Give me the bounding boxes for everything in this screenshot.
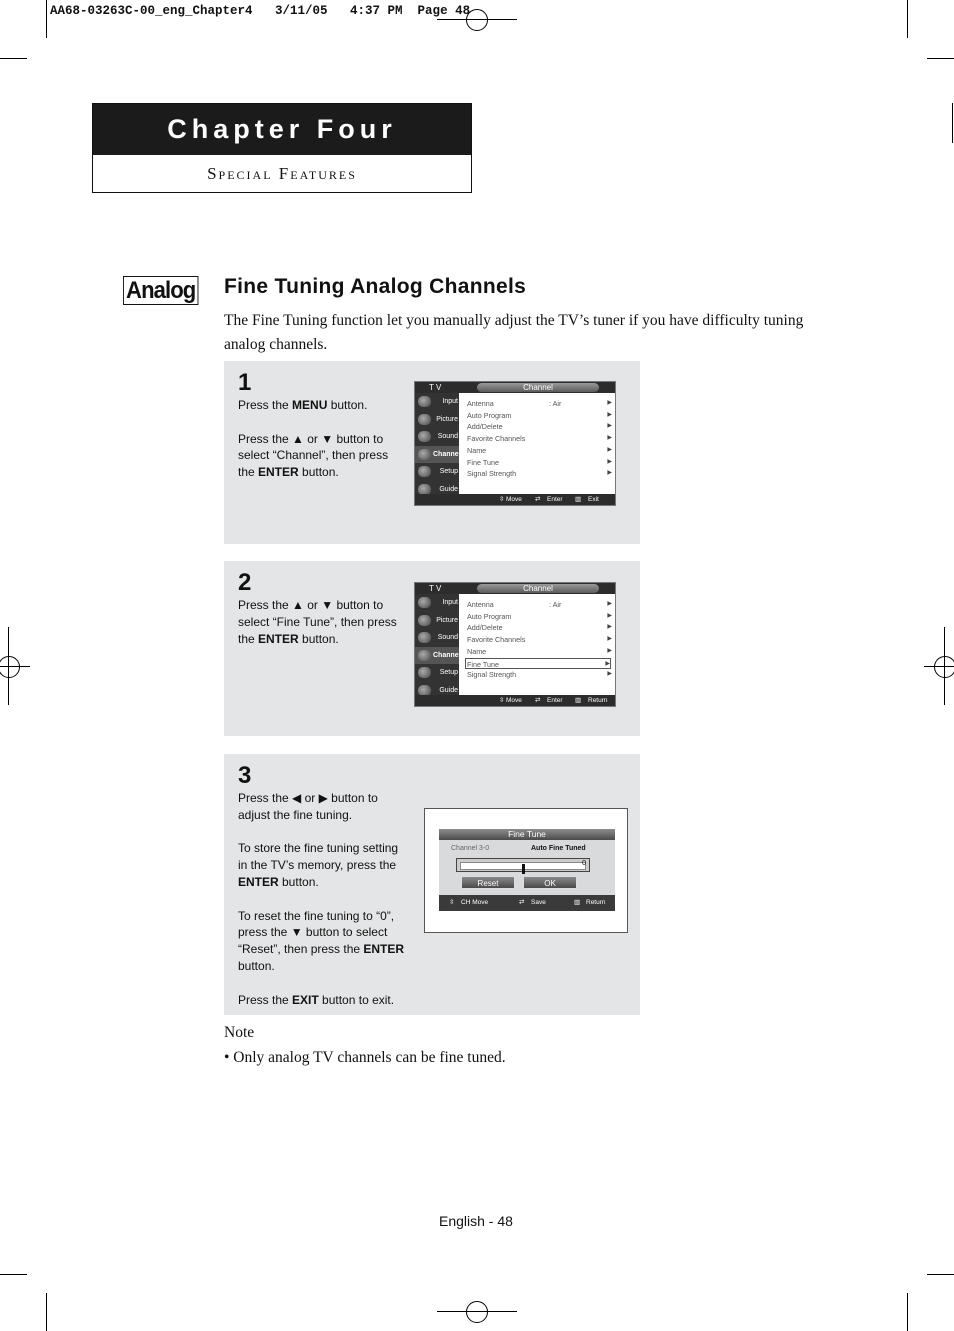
tv-menu-item-label: Name: [467, 445, 487, 455]
section-intro: The Fine Tuning function let you manually adjust the TV’s tuner if you have difficulty tuning analog channels.: [224, 312, 804, 353]
ch-move-label: CH Move: [461, 899, 489, 906]
page-number: English - 48: [439, 1213, 513, 1229]
tv-sidebar-item-input[interactable]: [415, 594, 459, 611]
fine-tune-thumb[interactable]: [522, 864, 525, 874]
registration-mark-icon: [466, 1301, 488, 1323]
tv-menu-item-label: Fine Tune: [467, 457, 499, 467]
tv-menu-item[interactable]: [467, 468, 612, 479]
tv-menu-item[interactable]: [467, 646, 612, 657]
note-label: Note: [224, 1024, 255, 1041]
save-icon: ⇄: [519, 899, 525, 906]
tv-sidebar-label: Setup: [439, 468, 458, 475]
tv-sidebar-item-channel[interactable]: [415, 647, 459, 664]
step-number: 1: [238, 369, 252, 396]
crop-mark: [0, 666, 30, 667]
tv-sidebar-item-picture[interactable]: [415, 411, 459, 428]
tv-menu-item-label: Name: [467, 646, 487, 656]
tv-label: T V: [429, 383, 442, 392]
button-name: ENTER: [363, 942, 405, 957]
tv-sidebar-item-sound[interactable]: [415, 629, 459, 646]
crop-mark: [46, 1293, 47, 1331]
input-icon: [418, 396, 431, 407]
tv-menu-item[interactable]: [467, 398, 612, 409]
registration-mark-icon: [466, 9, 488, 31]
antenna-value: : Air: [549, 600, 562, 609]
tv-menu-item[interactable]: [467, 410, 612, 421]
tv-menu-item-label: Signal Strength: [467, 670, 517, 680]
instruction-paragraph: Press the ▲ or ▼ button to select “Fine Tune”, then press the ENTER button.: [238, 598, 397, 646]
move-label: Move: [506, 697, 522, 704]
crop-mark: [927, 1274, 954, 1275]
enter-icon: ⇄: [535, 697, 541, 704]
tv-menu-item-label: Add/Delete: [467, 623, 503, 633]
sound-icon: [418, 431, 431, 442]
tv-sidebar-item-setup[interactable]: [415, 664, 459, 681]
tv-menu-item-label: Fine Tune: [467, 659, 499, 669]
tv-menu-item[interactable]: [467, 433, 612, 444]
exit-icon: ▥: [575, 697, 582, 704]
tv-label: T V: [429, 584, 442, 593]
instruction-paragraph: Press the ◀ or ▶ button to adjust the fine tuning.: [238, 791, 378, 822]
footer-last-label: Return: [588, 697, 608, 704]
channel-icon: [418, 650, 431, 661]
chevron-right-icon: ▶: [605, 660, 610, 667]
registration-mark-icon: [0, 656, 20, 678]
reset-button[interactable]: Reset: [461, 876, 515, 889]
chevron-right-icon: ▶: [607, 458, 612, 465]
chevron-right-icon: ▶: [607, 446, 612, 453]
tv-menu-item[interactable]: [467, 599, 612, 610]
fine-tune-channel: Channel 3-0: [451, 845, 490, 852]
tv-menu-item-label: Favorite Channels: [467, 434, 526, 444]
crop-mark: [907, 1293, 908, 1331]
tv-sidebar-item-sound[interactable]: [415, 428, 459, 445]
chevron-right-icon: ▶: [607, 400, 612, 406]
save-label: Save: [531, 899, 546, 906]
tv-sidebar-label: Sound: [437, 433, 458, 440]
chapter-subtitle: Special Features: [207, 164, 357, 183]
chevron-right-icon: ▶: [607, 423, 612, 430]
input-icon: [418, 597, 431, 608]
chevron-right-icon: ▶: [607, 624, 612, 631]
step-instructions: [238, 397, 408, 498]
tv-menu-item-label: Add/Delete: [467, 422, 503, 432]
tv-menu-title: Channel: [477, 383, 599, 392]
enter-icon: ⇄: [535, 496, 541, 503]
chevron-right-icon: ▶: [607, 671, 612, 678]
move-label: Move: [506, 496, 522, 503]
enter-label: Enter: [547, 697, 563, 704]
button-name: ENTER: [258, 631, 299, 646]
crop-mark: [924, 666, 954, 667]
footer-last-label: Exit: [588, 496, 599, 503]
guide-icon: [418, 685, 431, 696]
tv-menu-item-label: Auto Program: [467, 611, 512, 621]
tv-sidebar-label: Channel: [433, 651, 461, 659]
crop-mark: [46, 0, 47, 38]
instruction-paragraph: Press the MENU button.: [238, 398, 368, 412]
tv-sidebar: [415, 594, 459, 697]
fine-tune-screen: [424, 808, 628, 933]
step-number: 2: [238, 569, 252, 596]
move-icon: ⇳: [499, 496, 505, 503]
crop-mark: [0, 58, 27, 59]
tv-title-bar: [415, 583, 615, 594]
button-name: ENTER: [258, 465, 299, 480]
tv-sidebar-item-picture[interactable]: [415, 612, 459, 629]
tv-menu-item-label: Antenna: [467, 399, 494, 408]
tv-menu-item-label: Auto Program: [467, 410, 512, 420]
crop-mark: [907, 0, 908, 38]
tv-menu-item-label: Favorite Channels: [467, 635, 526, 645]
fine-tune-footer: [439, 895, 615, 911]
button-name: EXIT: [292, 992, 319, 1007]
tv-sidebar: [415, 393, 459, 496]
tv-footer: [415, 695, 615, 706]
ch-move-icon: ⇳: [449, 899, 455, 906]
move-icon: ⇳: [499, 697, 505, 704]
analog-badge: Analog: [123, 276, 198, 305]
step-number: 3: [238, 762, 252, 789]
fine-tune-dialog: [439, 829, 615, 911]
tv-menu-screen-channel: [414, 381, 616, 506]
tv-menu-title: Channel: [477, 584, 599, 593]
fine-tune-slider[interactable]: [456, 858, 590, 872]
tv-menu-item[interactable]: [467, 634, 612, 645]
chapter-header: [92, 103, 472, 193]
button-name: MENU: [292, 398, 328, 412]
chevron-right-icon: ▶: [607, 435, 612, 442]
tv-sidebar-label: Guide: [439, 686, 458, 694]
note-item: • Only analog TV channels can be fine tuned.: [224, 1049, 506, 1066]
fine-tune-title: Fine Tune: [439, 829, 615, 840]
instruction-paragraph: Press the EXIT button to exit.: [238, 992, 395, 1007]
setup-icon: [418, 466, 431, 477]
tv-sidebar-item-channel[interactable]: [415, 446, 459, 463]
tv-menu-item[interactable]: [467, 622, 612, 633]
tv-menu-item[interactable]: [467, 669, 612, 680]
chevron-right-icon: ▶: [607, 601, 612, 607]
chevron-right-icon: ▶: [607, 612, 612, 619]
fine-tune-track: [460, 862, 586, 870]
tv-sidebar-label: Channel: [433, 450, 461, 458]
instruction-paragraph: Press the ▲ or ▼ button to select “Channel”, then press the ENTER button.: [238, 431, 389, 480]
guide-icon: [418, 484, 431, 495]
tv-sidebar-label: Input: [442, 599, 458, 606]
instruction-paragraph: To store the fine tuning setting in the TV’s memory, press the ENTER button.: [238, 841, 399, 889]
fine-tune-status: Auto Fine Tuned: [531, 845, 586, 852]
antenna-value: : Air: [549, 399, 562, 408]
crop-mark: [0, 1274, 27, 1275]
chevron-right-icon: ▶: [607, 470, 612, 477]
sound-icon: [418, 632, 431, 643]
tv-menu-item[interactable]: [467, 421, 612, 432]
chapter-title: Chapter Four: [93, 104, 471, 155]
tv-sidebar-label: Picture: [436, 415, 458, 423]
crop-mark: [927, 58, 954, 59]
tv-menu-item[interactable]: [467, 457, 612, 468]
tv-sidebar-item-input[interactable]: [415, 393, 459, 410]
chevron-right-icon: ▶: [607, 636, 612, 643]
step-instructions: [238, 790, 408, 1025]
tv-sidebar-label: Sound: [437, 634, 458, 641]
tv-sidebar-item-setup[interactable]: [415, 463, 459, 480]
channel-icon: [418, 449, 431, 460]
tv-footer: [415, 494, 615, 505]
section-title: Fine Tuning Analog Channels: [224, 275, 527, 298]
chevron-right-icon: ▶: [607, 647, 612, 654]
tv-title-bar: [415, 382, 615, 393]
tv-sidebar-label: Guide: [439, 485, 458, 493]
tv-menu-item-label: Antenna: [467, 600, 494, 609]
chevron-right-icon: ▶: [607, 411, 612, 418]
tv-sidebar-label: Picture: [436, 616, 458, 624]
print-header: AA68-03263C-00_eng_Chapter4 3/11/05 4:37 PM Page 48: [50, 4, 471, 18]
tv-sidebar-label: Input: [442, 398, 458, 405]
button-name: ENTER: [238, 874, 279, 889]
step-instructions: [238, 597, 408, 664]
fine-tune-value: 0: [582, 860, 586, 867]
picture-icon: [418, 414, 431, 425]
enter-label: Enter: [547, 496, 563, 503]
crop-mark: [952, 103, 953, 143]
tv-menu-item[interactable]: [467, 611, 612, 622]
ok-button[interactable]: OK: [523, 876, 577, 889]
picture-icon: [418, 615, 431, 626]
instruction-paragraph: To reset the fine tuning to “0”, press the ▼ button to select “Reset”, then press the ENTER button.: [238, 908, 405, 973]
tv-menu-screen-fine-tune-selected: [414, 582, 616, 707]
setup-icon: [418, 667, 431, 678]
return-icon: ▥: [574, 899, 581, 906]
tv-sidebar-label: Setup: [439, 669, 458, 676]
registration-mark-icon: [934, 656, 954, 678]
return-label: Return: [586, 899, 606, 906]
exit-icon: ▥: [575, 496, 582, 503]
tv-menu-item[interactable]: [465, 658, 611, 669]
tv-menu-item[interactable]: [467, 445, 612, 456]
tv-menu-item-label: Signal Strength: [467, 469, 517, 479]
